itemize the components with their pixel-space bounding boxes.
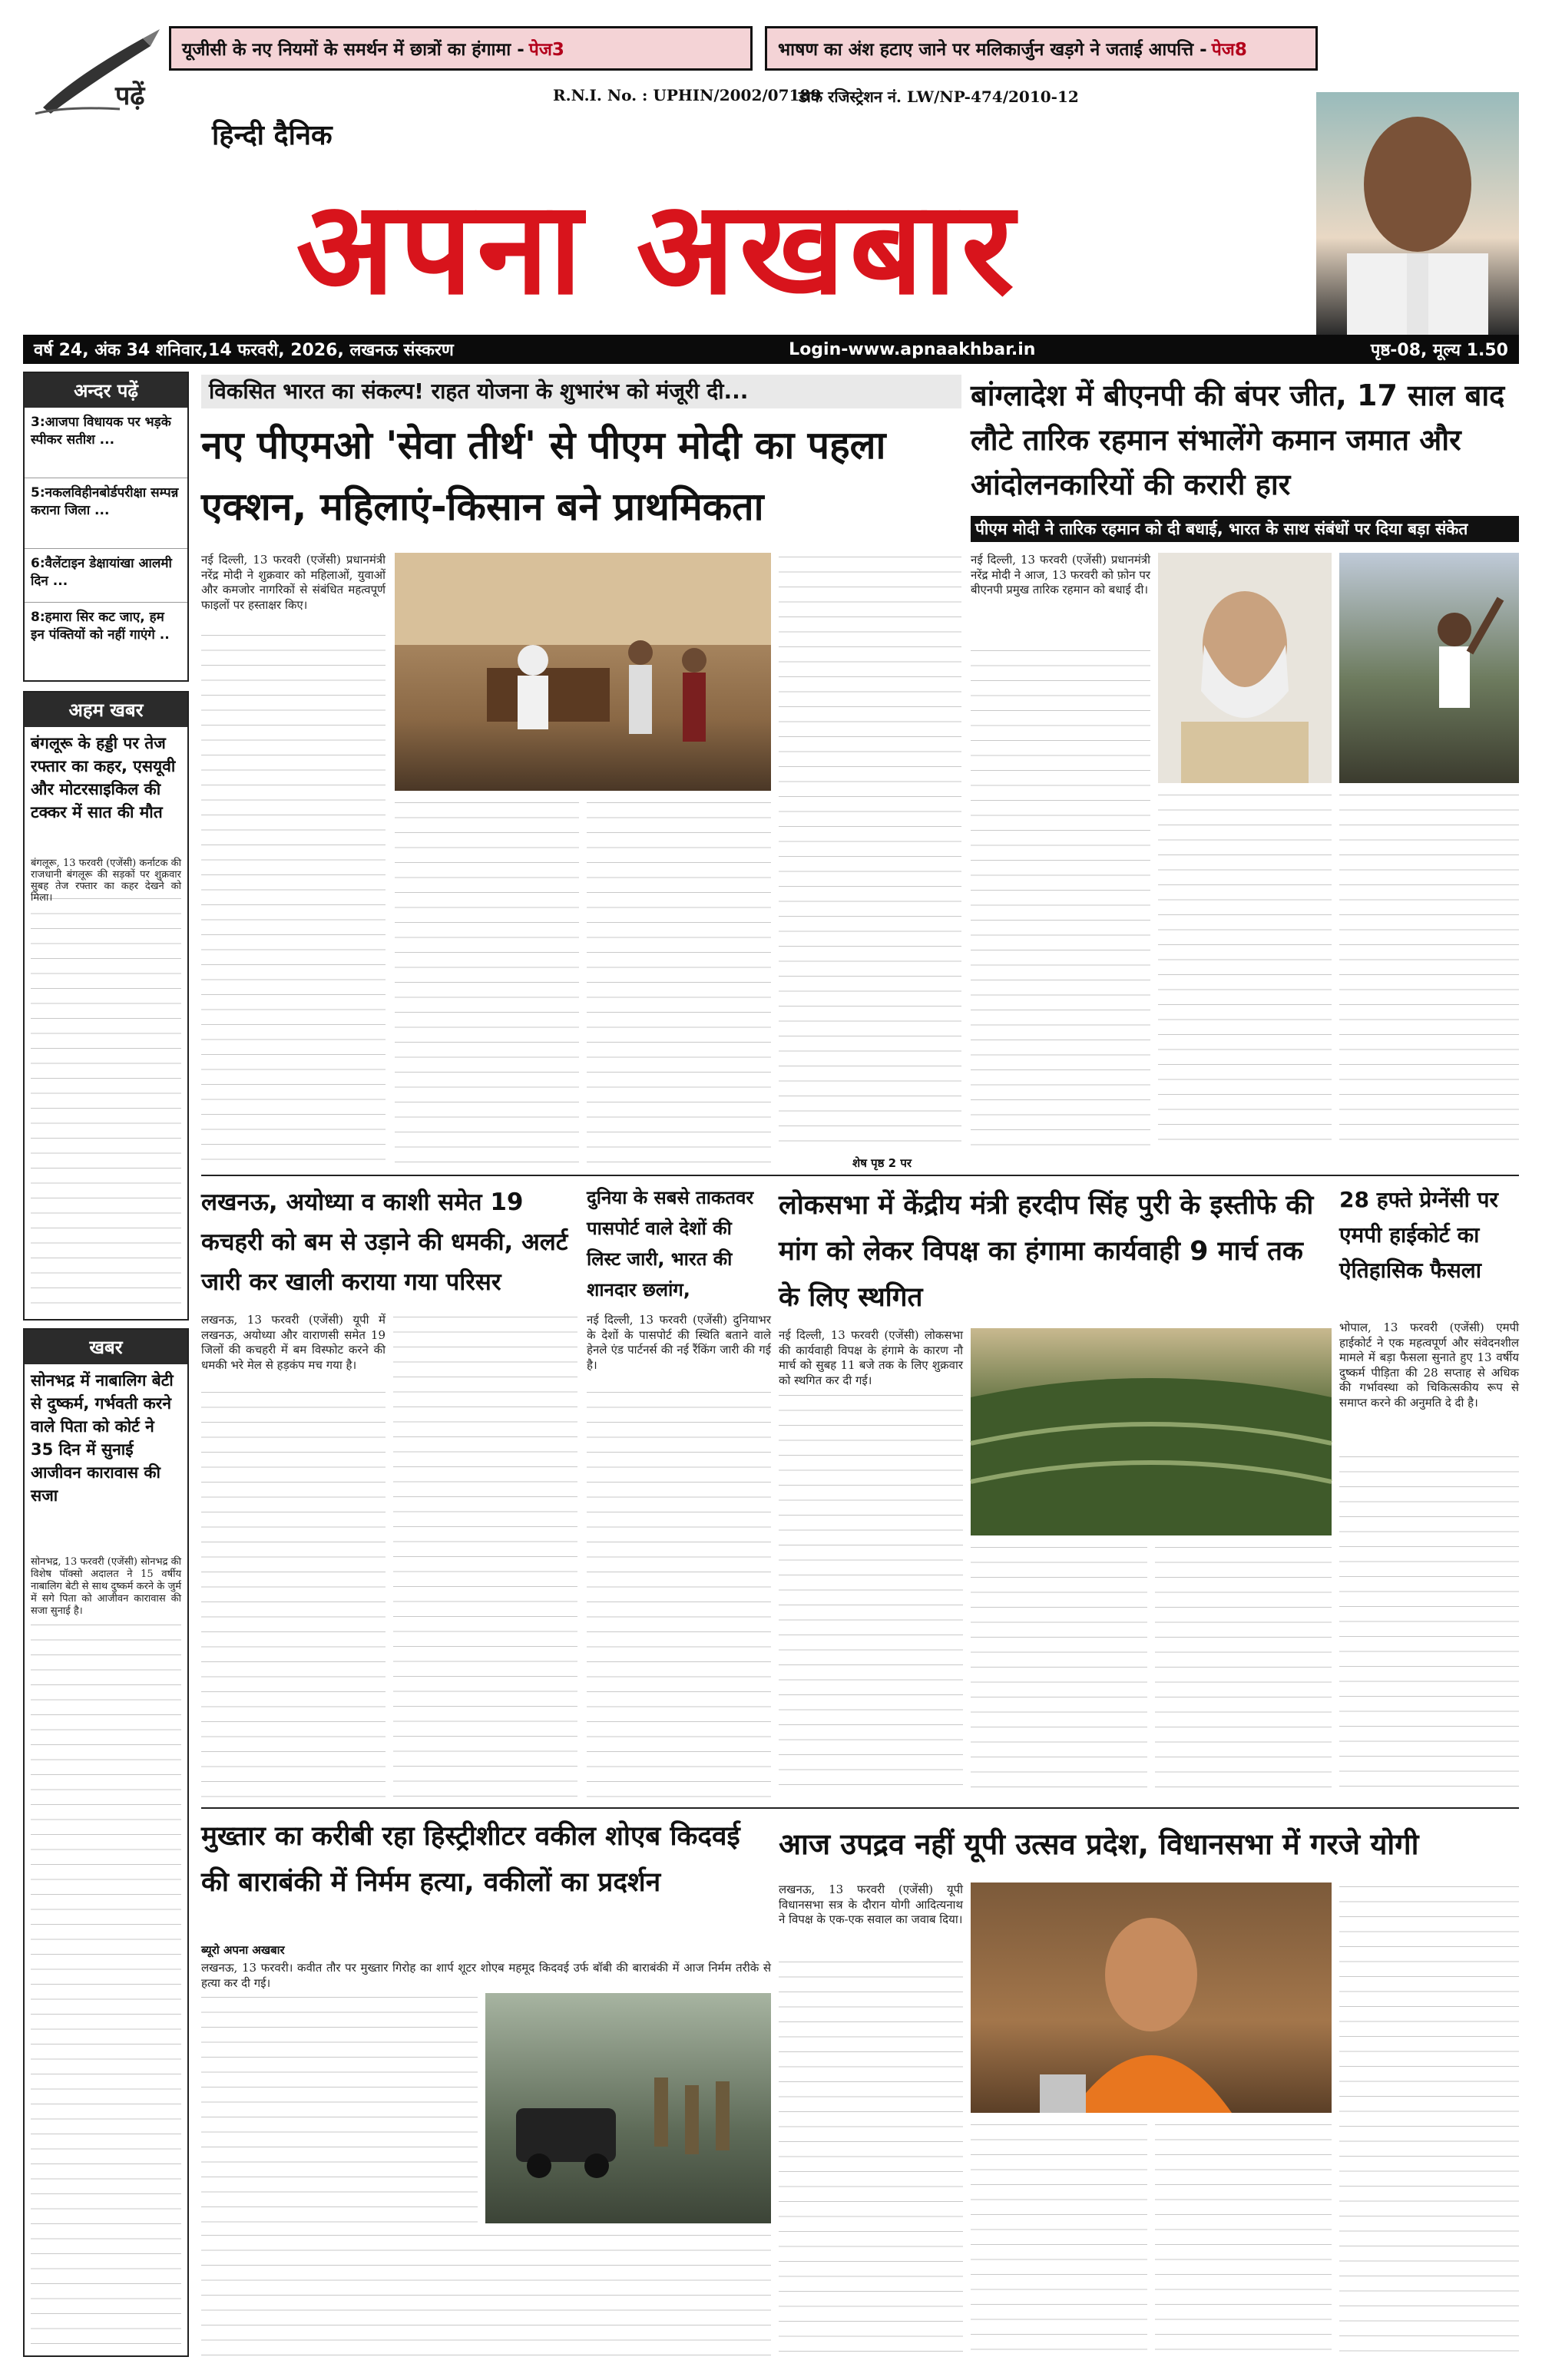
lead-photo	[395, 553, 771, 791]
website[interactable]: Login-www.apnaakhbar.in	[789, 339, 1036, 359]
bomb-headline[interactable]: लखनऊ, अयोध्या व काशी समेत 19 कचहरी को बम से उड़ाने की धमकी, अलर्ट जारी कर खाली कराया गया परिसर	[201, 1188, 568, 1296]
ahem-title: अहम खबर	[25, 693, 187, 727]
barabanki-photo	[485, 1993, 771, 2223]
yogi-body-col2	[971, 2121, 1147, 2357]
ahem-khabar-box	[23, 691, 189, 1321]
bangladesh-body-col3	[1339, 791, 1519, 1152]
yogi-body-col4	[1339, 1883, 1519, 2357]
divider	[201, 1175, 1519, 1176]
divider	[201, 1807, 1519, 1809]
mphc-headline[interactable]: 28 हफ्ते प्रेग्नेंसी पर एमपी हाईकोर्ट का ऐतिहासिक फैसला	[1339, 1187, 1499, 1283]
khabar-lead: सोनभद्र, 13 फरवरी (एजेंसी) सोनभद्र की विशेष पॉक्सो अदालत ने 15 वर्षीय नाबालिग बेटी से साथ दुष्कर्म करने के जुर्म में सगे पिता को आजीवन कारावास की सजा सुनाई है।	[31, 1556, 181, 1617]
yogi-photo	[971, 1883, 1332, 2113]
loksabha-dateline: नई दिल्ली, 13 फरवरी (एजेंसी) लोकसभा की कार्यवाही विपक्ष के हंगामे के कारण नौ मार्च को सुबह 11 बजे तक के लिए शुक्रवार को स्थगित कर दी गई।	[779, 1328, 963, 1387]
ahem-headline[interactable]: बंगलूरू के हड्डी पर तेज रफ्तार का कहर, एसयूवी और मोटरसाइकिल की टक्कर में सात की मौत	[31, 734, 176, 821]
inside-item[interactable]: 3:आजपा विधायक पर भड़के स्पीकर सतीश ...	[25, 408, 187, 478]
loksabha-body-col3	[1155, 1543, 1332, 1798]
barabanki-headline[interactable]: मुख्तार का करीबी रहा हिस्ट्रीशीटर वकील शोएब किदवई की बाराबंकी में निर्मम हत्या, वकीलों का प्रदर्शन	[201, 1821, 740, 1898]
mphc-dateline: भोपाल, 13 फरवरी (एजेंसी) एमपी हाईकोर्ट ने एक महत्वपूर्ण और संवेदनशील मामले में बड़ा फैसला सुनाते हुए 13 वर्षीय दुष्कर्म पीड़िता की 28 सप्ताह से अधिक की गर्भावस्था को चिकित्सकीय रूप से समाप्त करने की अनुमति दे दी है।	[1339, 1321, 1519, 1410]
masthead-title: अपना अखबार	[296, 173, 1019, 323]
lead-dateline: नई दिल्ली, 13 फरवरी (एजेंसी) प्रधानमंत्री नरेंद्र मोदी ने शुक्रवार को महिलाओं, युवाओं और कमजोर नागरिकों से संबंधित महत्वपूर्ण फाइलों पर हस्ताक्षर किए।	[201, 553, 386, 612]
khabar-title: खबर	[25, 1330, 187, 1364]
pen-icon	[28, 23, 174, 123]
postal-registration: डाक रजिस्ट्रेशन नं. LW/NP-474/2010-12	[799, 88, 1079, 106]
edition-info: वर्ष 24, अंक 34 शनिवार,14 फरवरी, 2026, लखनऊ संस्करण	[34, 341, 454, 360]
inside-item[interactable]: 5:नकलविहीनबोर्डपरीक्षा सम्पन्न कराना जिला ...	[25, 478, 187, 549]
bomb-body-col1	[201, 1388, 386, 1803]
bomb-body-col2	[393, 1313, 577, 1803]
lead-headline-2[interactable]: एक्शन, महिलाएं-किसान बने प्राथमिकता	[201, 484, 764, 529]
bangladesh-dateline: नई दिल्ली, 13 फरवरी (एजेंसी) प्रधानमंत्री नरेंद्र मोदी ने आज, 13 फरवरी को फ़ोन पर बीएनपी प्रमुख तारिक रहमान को बधाई दी।	[971, 553, 1150, 597]
loksabha-body-col1	[779, 1391, 963, 1798]
yogi-body-col1	[779, 1958, 963, 2357]
yogi-body-col3	[1155, 2121, 1332, 2357]
pages-price: पृष्ठ-08, मूल्य 1.50	[1370, 341, 1508, 360]
edition-bar	[23, 335, 1519, 364]
barabanki-dateline: लखनऊ, 13 फरवरी। कवीत तौर पर मुख्तार गिरोह का शार्प शूटर शोएब महमूद किदवई उर्फ बॉबी की बाराबंकी में आज निर्मम तरीके से हत्या कर दी गई।	[201, 1961, 771, 1990]
lead-body-col3	[587, 798, 771, 1169]
mphc-body	[1339, 1453, 1519, 1798]
inside-item[interactable]: 8:हमारा सिर कट जाए, हम इन पंक्तियों को नहीं गाएंगे ..	[31, 610, 170, 643]
inside-title: अन्दर पढ़ें	[25, 373, 187, 408]
khabar-headline[interactable]: सोनभद्र में नाबालिग बेटी से दुष्कर्म, गर्भवती करने वाले पिता को कोर्ट ने 35 दिन में सुनाई आजीवन कारावास की सजा	[31, 1371, 174, 1505]
loksabha-headline[interactable]: लोकसभा में केंद्रीय मंत्री हरदीप सिंह पुरी के इस्तीफे की मांग को लेकर विपक्ष का हंगामा कार्यवाही 9 मार्च तक के लिए स्थगित	[779, 1190, 1314, 1313]
tagline: हिन्दी दैनिक	[212, 120, 333, 151]
inside-item[interactable]: 6:वैलेंटाइन डेक्षायांखा आलमी दिन ...	[25, 549, 187, 603]
lead-body-col4	[779, 553, 961, 1152]
yogi-headline[interactable]: आज उपद्रव नहीं यूपी उत्सव प्रदेश, विधानसभा में गरजे योगी	[779, 1827, 1419, 1861]
top-teaser-left-text: यूजीसी के नए नियमों के समर्थन में छात्रों का हंगामा -	[182, 40, 524, 60]
top-teaser-left[interactable]	[169, 26, 753, 71]
bangladesh-subhead: पीएम मोदी ने तारिक रहमान को दी बधाई, भारत के साथ संबंधों पर दिया बड़ा संकेत	[971, 516, 1519, 542]
lead-headline-1[interactable]: नए पीएमओ 'सेवा तीर्थ' से पीएम मोदी का पहला	[201, 423, 886, 468]
ahem-body	[31, 894, 181, 1317]
inside-box	[23, 372, 189, 682]
top-teaser-right[interactable]	[765, 26, 1318, 71]
lead-kicker: विकसित भारत का संकल्प! राहत योजना के शुभारंभ को मंजूरी दी...	[201, 375, 961, 408]
bomb-dateline: लखनऊ, 13 फरवरी (एजेंसी) यूपी में लखनऊ, अयोध्या और वाराणसी समेत 19 जिलों की कचहरी में बम विस्फोट करने की धमकी भरे मेल से हड़कंप मच गया है।	[201, 1313, 386, 1372]
khabar-box	[23, 1328, 189, 2357]
corner-logo	[28, 23, 174, 123]
bangladesh-photo-rally	[1339, 553, 1519, 783]
ahem-lead: बंगलूरू, 13 फरवरी (एजेंसी) कर्नाटक की राजधानी बंगलूरू की सड़कों पर शुक्रवार सुबह तेज रफ्तार का कहर देखने को मिला।	[31, 858, 181, 904]
passport-body	[587, 1388, 771, 1803]
loksabha-body-col2	[971, 1543, 1147, 1798]
bangladesh-photo-modi	[1158, 553, 1332, 783]
masthead-portrait	[1316, 92, 1519, 335]
corner-read-label: पढ़ें	[115, 81, 145, 111]
top-teaser-right-text: भाषण का अंश हटाए जाने पर मलिकार्जुन खड़गे ने जताई आपत्ति -	[778, 40, 1207, 60]
top-teaser-left-page: पेज3	[528, 40, 564, 60]
khabar-body	[31, 1621, 181, 2350]
lead-body-col2	[395, 798, 579, 1169]
lead-continued[interactable]: शेष पृष्ठ 2 पर	[852, 1156, 912, 1170]
bangladesh-body-col2	[1158, 791, 1332, 1152]
lead-body-col1	[201, 631, 386, 1169]
passport-dateline: नई दिल्ली, 13 फरवरी (एजेंसी) दुनियाभर के देशों के पासपोर्ट की स्थिति बताने वाले हेनले एंड पार्टनर्स की नई रैंकिंग जारी की गई है।	[587, 1313, 771, 1372]
loksabha-photo	[971, 1328, 1332, 1535]
bangladesh-body-col1	[971, 646, 1150, 1153]
yogi-dateline: लखनऊ, 13 फरवरी (एजेंसी) यूपी विधानसभा सत्र के दौरान योगी आदित्यनाथ ने विपक्ष के एक-एक सवाल का जवाब दिया।	[779, 1883, 963, 1926]
barabanki-body-col1	[201, 1993, 478, 2223]
barabanki-byline: ब्यूरो अपना अखबार	[201, 1943, 285, 1957]
rni-number: R.N.I. No. : UPHIN/2002/07189	[553, 86, 822, 104]
passport-headline[interactable]: दुनिया के सबसे ताकतवर पासपोर्ट वाले देशों की लिस्ट जारी, भारत की शानदार छलांग,	[587, 1187, 754, 1301]
barabanki-body-col2	[201, 2231, 771, 2357]
bangladesh-headline[interactable]: बांग्लादेश में बीएनपी की बंपर जीत, 17 साल बाद लौटे तारिक रहमान संभालेंगे कमान जमात और आंदोलनकारियों की करारी हार	[971, 378, 1505, 501]
top-teaser-right-page: पेज8	[1211, 40, 1247, 60]
